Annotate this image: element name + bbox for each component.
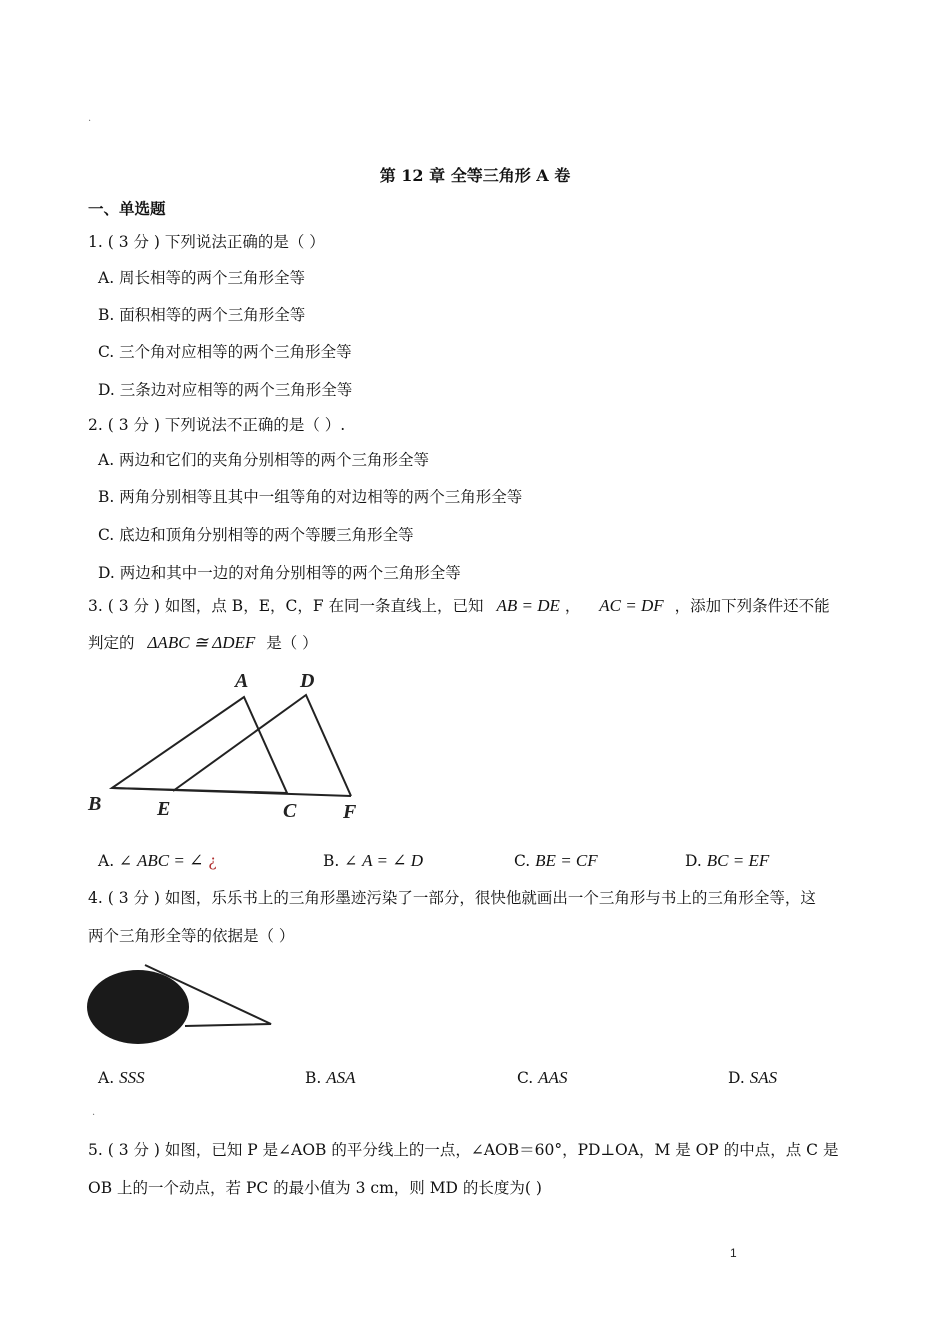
q3-stem-line2 xyxy=(88,633,318,653)
q1-option-b: B. 面积相等的两个三角形全等 xyxy=(98,306,306,324)
q5-stem-line1: 5. ( 3 分 ) 如图，已知 P 是∠AOB 的平分线上的一点，∠AOB＝60°，PD⊥OA，M 是 OP 的中点，点 C 是 xyxy=(88,1141,839,1159)
q1-stem: 1. ( 3 分 ) 下列说法正确的是（ ） xyxy=(88,233,325,251)
stray-mark: · xyxy=(88,116,92,127)
q3-option-b-prefix: B. ∠ xyxy=(323,852,358,870)
q4-option-d-prefix: D. xyxy=(728,1069,745,1087)
q3-option-c-math: BE = CF xyxy=(535,851,598,870)
q3-option-a-math: ABC = ∠ xyxy=(136,851,204,870)
label-f: F xyxy=(343,801,357,823)
label-e: E xyxy=(157,798,171,820)
q4-option-b xyxy=(305,1068,356,1088)
q4-option-a-prefix: A. xyxy=(98,1069,115,1087)
q3-line2-part1: 判定的 xyxy=(88,634,135,652)
q1-option-d: D. 三条边对应相等的两个三角形全等 xyxy=(98,381,353,399)
triangle-abc xyxy=(112,697,287,793)
q3-option-c xyxy=(514,851,598,871)
q3-option-b xyxy=(323,851,423,871)
ink-blot xyxy=(87,970,189,1044)
q3-option-a-tail: ¿ xyxy=(208,852,217,870)
q3-line2-part2: 是（ ） xyxy=(266,634,318,652)
q1-option-a: A. 周长相等的两个三角形全等 xyxy=(98,269,306,287)
q3-option-a-prefix: A. ∠ xyxy=(98,852,133,870)
q3-option-d-prefix: D. xyxy=(685,852,702,870)
q3-option-d-math: BC = EF xyxy=(706,851,770,870)
q3-option-c-prefix: C. xyxy=(514,852,531,870)
page-number: 1 xyxy=(730,1246,737,1260)
q4-option-c-math: AAS xyxy=(538,1068,568,1087)
label-b: B xyxy=(88,793,102,815)
q3-option-d xyxy=(685,851,769,871)
triangle-def xyxy=(173,695,351,796)
q4-option-d xyxy=(728,1068,777,1088)
q3-math-ab-de: AB = DE xyxy=(496,596,560,615)
q3-math-congruence: ΔABC ≅ ΔDEF xyxy=(147,633,256,652)
q4-option-c xyxy=(517,1068,567,1088)
q4-option-c-prefix: C. xyxy=(517,1069,534,1087)
section-heading: 一、单选题 xyxy=(88,199,166,218)
q3-stem-part1: 3. ( 3 分 ) 如图，点 B，E，C，F 在同一条直线上，已知 xyxy=(88,597,484,615)
q3-stem-part2: ，添加下列条件还不能 xyxy=(674,597,830,615)
q4-stem-line2: 两个三角形全等的依据是（ ） xyxy=(88,927,295,945)
q2-option-a: A. 两边和它们的夹角分别相等的两个三角形全等 xyxy=(98,451,430,469)
q3-stem-line1 xyxy=(88,596,830,616)
stray-mark-2: · xyxy=(92,1110,96,1121)
q1-option-c: C. 三个角对应相等的两个三角形全等 xyxy=(98,343,352,361)
label-a: A xyxy=(235,670,249,692)
q2-option-b: B. 两角分别相等且其中一组等角的对边相等的两个三角形全等 xyxy=(98,488,523,506)
q3-option-a xyxy=(98,851,217,871)
q4-option-a-math: SSS xyxy=(119,1068,145,1087)
q4-option-a xyxy=(98,1068,145,1088)
q3-comma: ， xyxy=(564,597,581,615)
baseline-bf xyxy=(112,788,351,796)
label-d: D xyxy=(300,670,315,692)
q3-math-ac-df: AC = DF xyxy=(599,596,664,615)
q4-option-b-prefix: B. xyxy=(305,1069,322,1087)
q4-option-b-math: ASA xyxy=(326,1068,356,1087)
q3-option-b-math: A = ∠ D xyxy=(362,851,423,870)
q4-option-d-math: SAS xyxy=(749,1068,778,1087)
q4-stem-line1: 4. ( 3 分 ) 如图，乐乐书上的三角形墨迹污染了一部分，很快他就画出一个三角形与书上的三角形全等，这 xyxy=(88,889,816,907)
page-title: 第 12 章 全等三角形 A 卷 xyxy=(379,166,571,185)
q5-stem-line2: OB 上的一个动点，若 PC 的最小值为 3 cm，则 MD 的长度为( ) xyxy=(88,1179,542,1197)
label-c: C xyxy=(283,800,297,822)
q2-stem: 2. ( 3 分 ) 下列说法不正确的是（ ）. xyxy=(88,416,346,434)
q3-triangle-figure xyxy=(85,665,385,830)
q4-ink-triangle-figure xyxy=(85,955,285,1050)
q2-option-d: D. 两边和其中一边的对角分别相等的两个三角形全等 xyxy=(98,564,461,582)
q2-option-c: C. 底边和顶角分别相等的两个等腰三角形全等 xyxy=(98,526,414,544)
